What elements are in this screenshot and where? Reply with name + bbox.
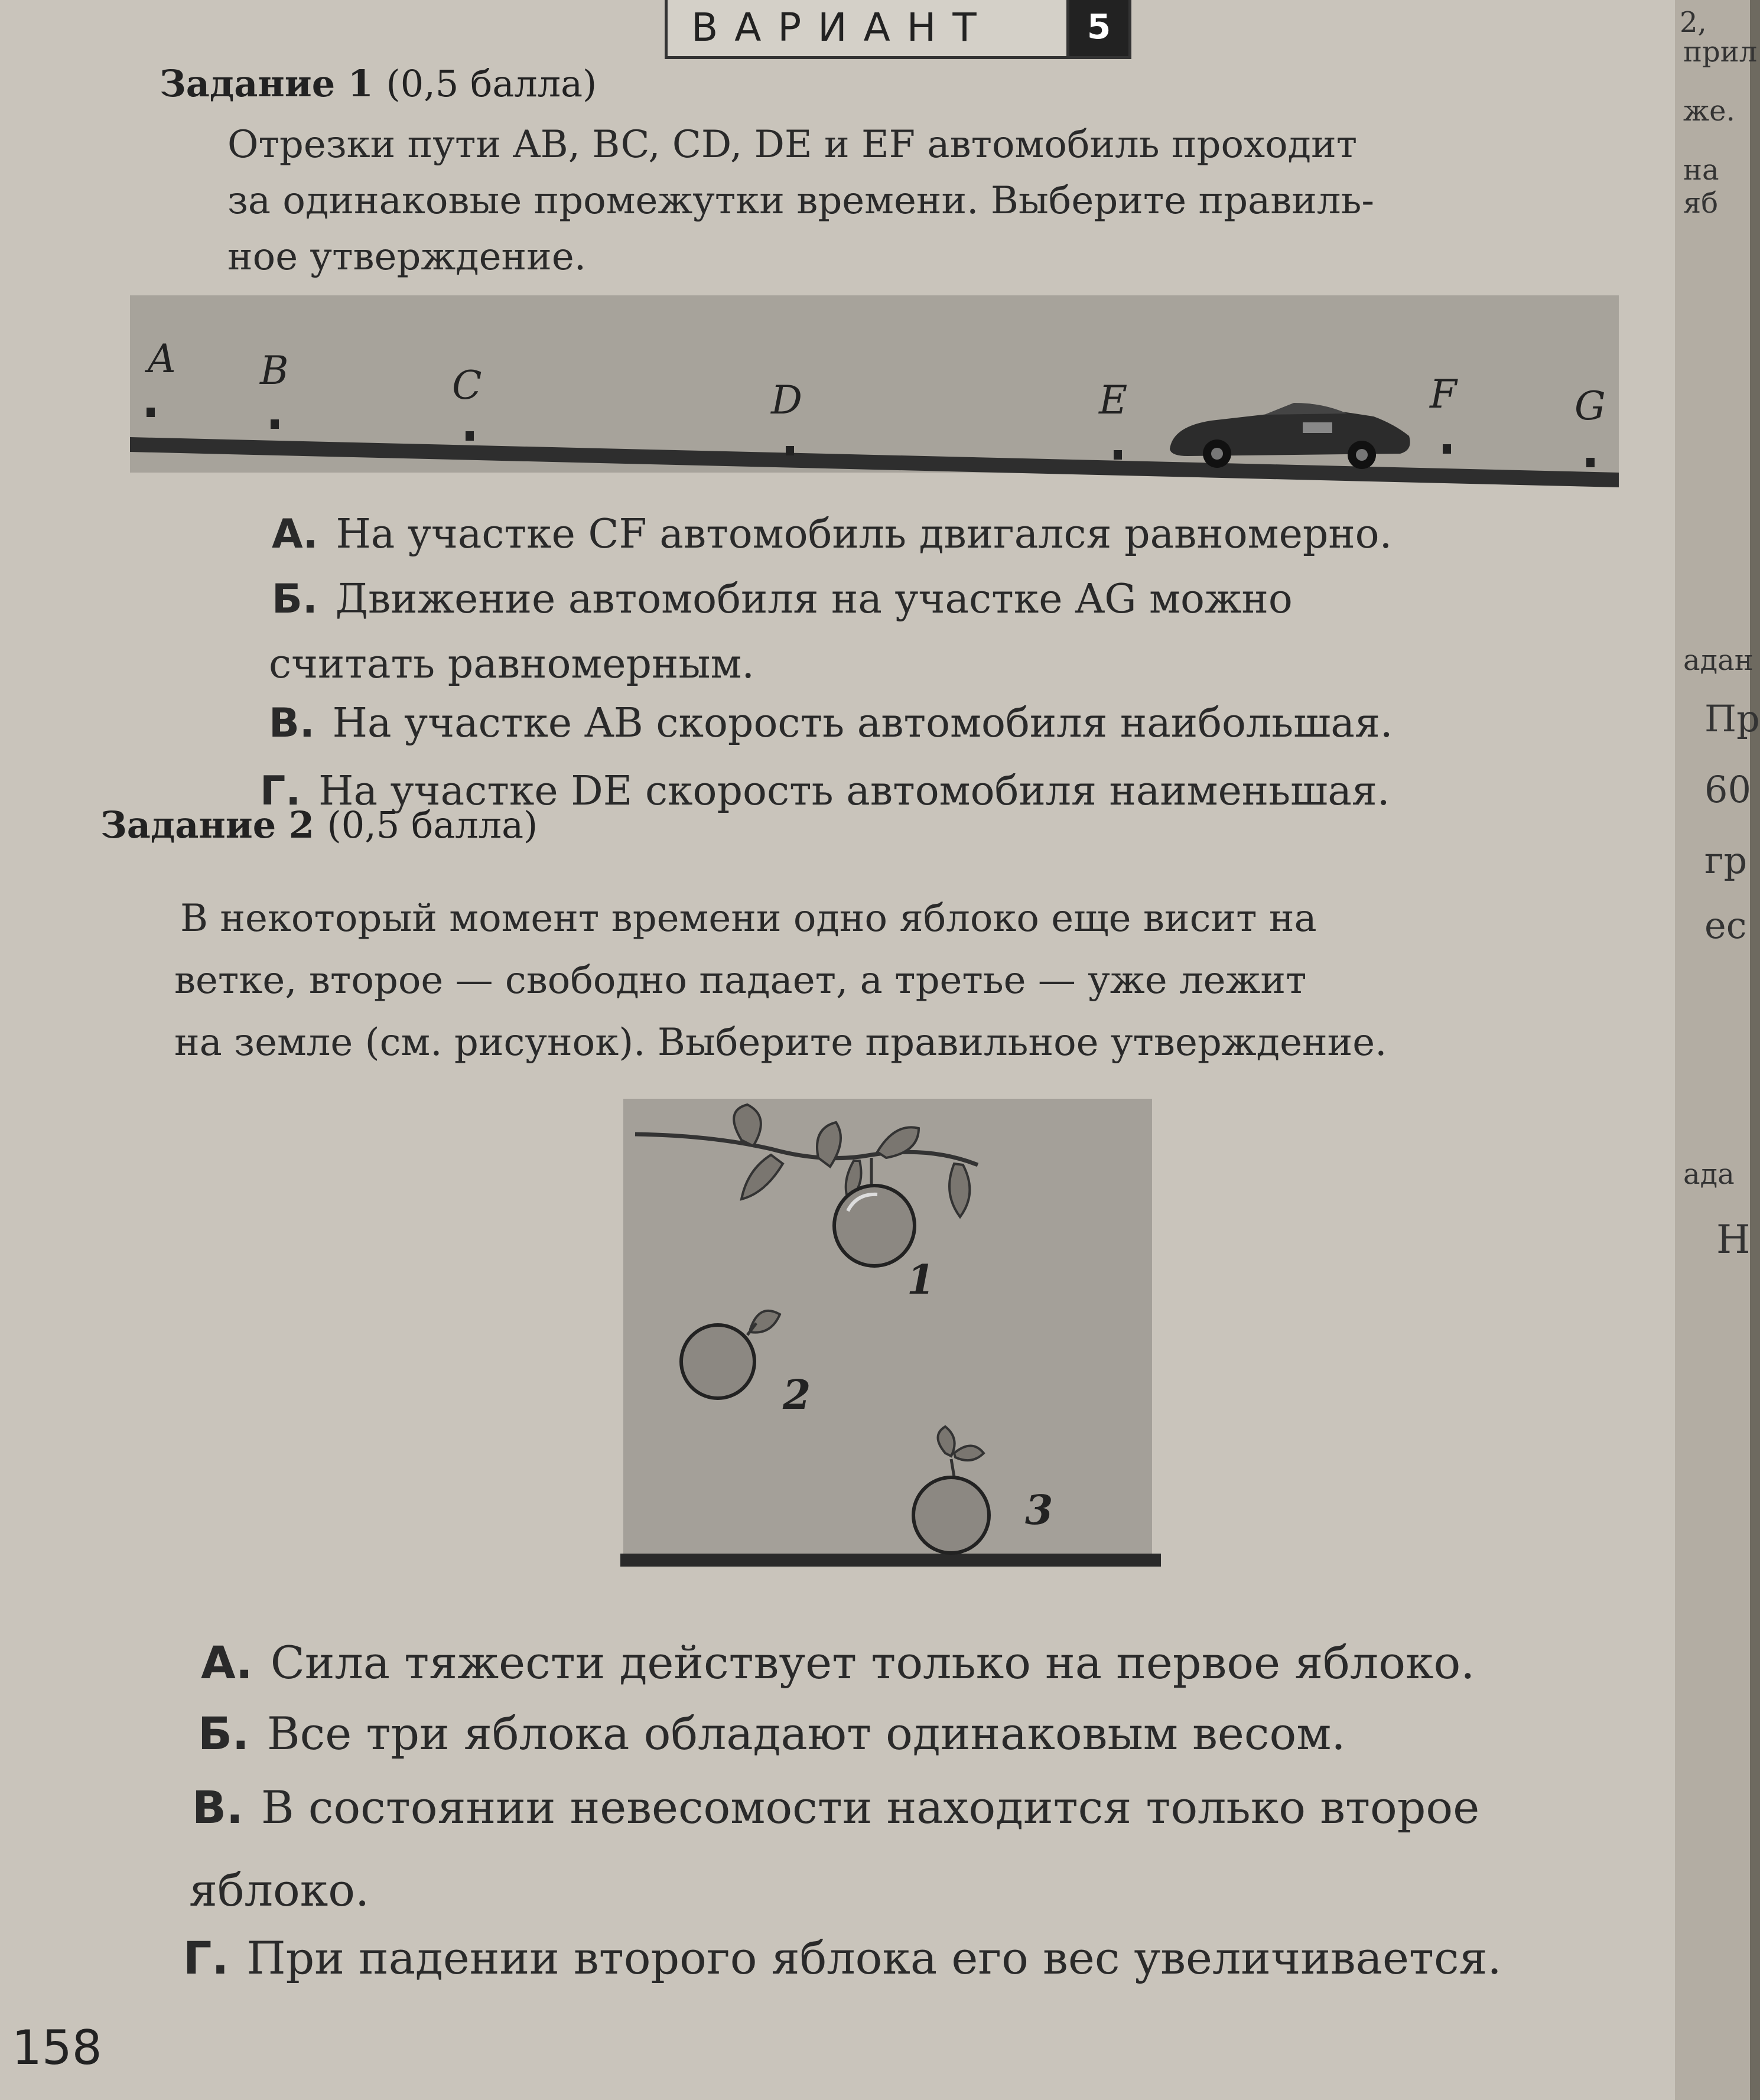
adjacent-fragment: Пр <box>1704 697 1760 740</box>
adjacent-fragment: 2, <box>1680 6 1707 39</box>
point-label-a: A <box>148 336 176 382</box>
task2-title: Задание 2 <box>100 803 314 846</box>
apples-figure <box>623 1099 1161 1571</box>
option-letter: Б. <box>272 576 318 623</box>
adjacent-fragment: гр <box>1704 839 1748 882</box>
road-diagram <box>130 295 1619 490</box>
option-text: Сила тяжести действует только на первое яблоко. <box>270 1636 1475 1689</box>
task2-heading <box>100 803 538 846</box>
option-text: В состоянии невесомости находится только второе <box>261 1781 1480 1834</box>
point-label-f: F <box>1430 372 1457 417</box>
task1-option-b-continuation: считать равномерным. <box>269 641 755 688</box>
task2-option-c <box>192 1778 1479 1837</box>
task1-text-line: Отрезки пути AB, BC, CD, DE и EF автомобиль проходит <box>227 123 1358 167</box>
ground-line <box>620 1554 1161 1567</box>
point-marker-f <box>1443 444 1451 454</box>
variant-number: 5 <box>1066 0 1128 56</box>
point-label-d: D <box>771 377 802 423</box>
task2-text-line: на земле (см. рисунок). Выберите правильное утверждение. <box>174 1021 1387 1064</box>
task1-points: (0,5 балла) <box>386 62 597 105</box>
option-letter: Г. <box>183 1932 229 1984</box>
point-label-g: G <box>1574 383 1606 429</box>
adjacent-fragment: ес <box>1704 904 1747 947</box>
option-text: Все три яблока обладают одинаковым весом. <box>266 1707 1346 1760</box>
option-text: Движение автомобиля на участке AG можно <box>335 576 1293 623</box>
point-label-c: C <box>452 363 482 408</box>
point-marker-b <box>271 419 279 429</box>
option-text: На участке DE скорость автомобиля наименьшая. <box>318 768 1390 815</box>
adjacent-fragment: Н <box>1716 1217 1751 1262</box>
task2-points: (0,5 балла) <box>327 803 538 846</box>
adjacent-fragment: 60 <box>1704 768 1751 811</box>
option-letter: А. <box>201 1636 253 1689</box>
option-letter: А. <box>272 511 318 558</box>
option-text: При падении второго яблока его вес увеличивается. <box>246 1932 1502 1984</box>
task2-option-a <box>201 1633 1475 1692</box>
apple-1-label: 1 <box>907 1256 935 1304</box>
point-marker-c <box>466 431 474 441</box>
adjacent-fragment: ада <box>1683 1158 1735 1191</box>
task2-option-b <box>198 1704 1345 1763</box>
adjacent-fragment: на яб <box>1683 154 1719 220</box>
task1-heading <box>160 62 597 105</box>
page-number: 158 <box>12 2020 102 2075</box>
task2-text-line: ветке, второе — свободно падает, а третье — уже лежит <box>174 959 1307 1002</box>
apple-2-label: 2 <box>783 1372 811 1419</box>
task1-option-c <box>269 694 1393 753</box>
point-label-b: B <box>260 348 289 393</box>
task1-title: Задание 1 <box>160 62 373 105</box>
task2-option-c-continuation: яблоко. <box>189 1864 370 1916</box>
task1-text-line: ное утверждение. <box>227 235 587 279</box>
option-text: На участке CF автомобиль двигался равномерно. <box>336 511 1393 558</box>
option-letter: Г. <box>260 768 301 815</box>
point-marker-e <box>1114 450 1122 460</box>
task1-option-b <box>272 570 1293 629</box>
variant-header <box>665 0 1131 59</box>
variant-label: ВАРИАНТ <box>691 5 993 50</box>
option-letter: Б. <box>198 1707 249 1760</box>
task2-option-d <box>183 1929 1502 1988</box>
task1-option-a <box>272 505 1392 564</box>
adjacent-fragment: адан <box>1683 644 1754 677</box>
task1-text-line: за одинаковые промежутки времени. Выберите правиль- <box>227 179 1375 223</box>
task2-text-line: В некоторый момент времени одно яблоко еще висит на <box>180 897 1317 940</box>
adjacent-fragment: же. <box>1683 95 1735 128</box>
point-label-e: E <box>1099 377 1128 423</box>
adjacent-fragment: прил <box>1683 35 1758 69</box>
point-marker-d <box>786 446 794 455</box>
point-marker-a <box>147 408 155 417</box>
point-marker-g <box>1586 458 1595 467</box>
option-text: На участке AB скорость автомобиля наибольшая. <box>332 700 1393 747</box>
option-letter: В. <box>192 1781 243 1834</box>
adjacent-page <box>1675 0 1760 2100</box>
option-letter: В. <box>269 700 315 747</box>
apple-3-label: 3 <box>1025 1487 1053 1534</box>
